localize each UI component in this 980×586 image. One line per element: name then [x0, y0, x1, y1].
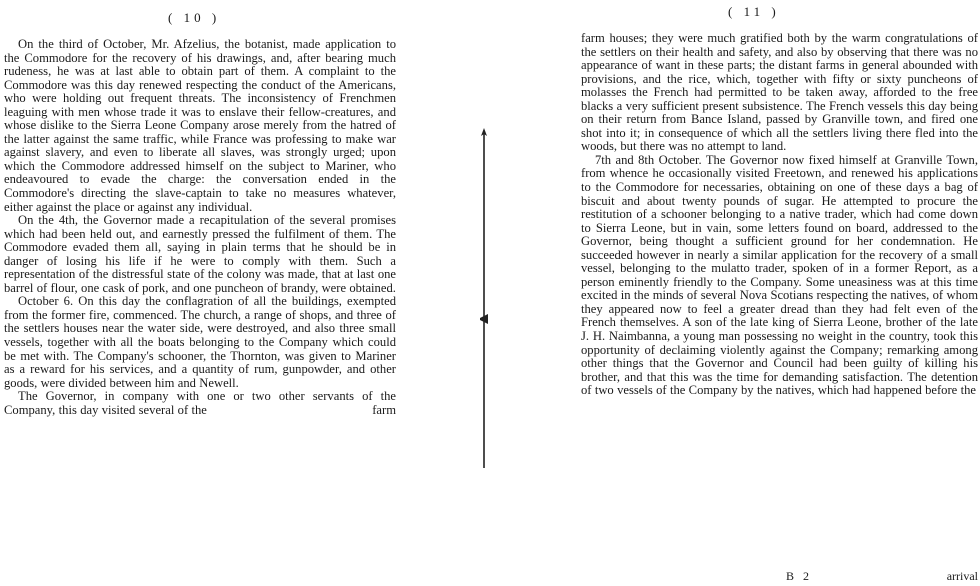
paragraph: On the third of October, Mr. Afzelius, the botanist, made application to the Commodore for the recovery of his drawings, and, after bearing much rudeness, he was at last able to obtain part of them. A complaint to the Commodore was this day renewed respecting the conduct of the Americans, who were holding out frequent threats. The inconsistency of Frenchmen leaguing with men whose trade it was to enslave their fellow-creatures, and whose dislike to the Sierra Leone Company arose merely from the hatred of the latter against the same traffic, while France was professing to make war against slavery, and even to liberate all slaves, was strongly urged; upon which the Commodore addressed himself on the subject to Mariner, who endeavoured to evade the charge: the conversation ended in the Commodore's directing the slave-captain to take no measures whatever, either against the place or against any individual. [4, 37, 396, 214]
paragraph: The Governor, in company with one or two other servants of the Company, this day visited several of the farm [4, 389, 396, 417]
page-number-right: ( 11 ) [728, 4, 780, 19]
signature-mark: B 2 [786, 569, 813, 583]
gutter-ornament [478, 128, 490, 468]
left-page-text [4, 38, 396, 417]
paragraph: October 6. On this day the conflagration of all the buildings, exempted from the former fire, commenced. The church, a range of shops, and three of the settlers houses near the water side, were destroyed, and also three small vessels, together with all the boats belonging to the Company which could be met with. The Company's schooner, the Thornton, was given to Mariner as a reward for his services, and a quantity of rum, gunpowder, and other goods, were divided between him and Newell. [4, 294, 396, 390]
paragraph: 7th and 8th October. The Governor now fixed himself at Granville Town, from whence he occasionally visited Freetown, and renewed his applications to the Commodore for necessaries, obtaining on one of these days a bag of biscuit and about twenty pounds of sugar. He attempted to procure the restitution of a schooner belonging to a native trader, which had come down to Sierra Leone, but in vain, some letters found on board, addressed to the Governor, being thought a sufficient ground for her condemnation. He succeeded however in nearly a similar application for the recovery of a small vessel, belonging to the mulatto trader, spoken of in a former Report, as a person eminently friendly to the Company. Some uneasiness was at this time excited in the minds of several Nova Scotians respecting the natives, of whom they appeared now to feel a greater dread than they had felt even of the French themselves. A son of the late king of Sierra Leone, brother of the late J. H. Naimbanna, a young man possessing no weight in the country, took this opportunity of declaiming violently against the Company; remarking among other things that the Governor and Council had been guilty of killing his brother, and that this was the time for demanding satisfaction. The detention of two vessels of the Company by the natives, which had happened before the [581, 152, 978, 398]
right-page [560, 0, 980, 586]
left-page [0, 0, 420, 586]
catchword: arrival [946, 569, 978, 583]
right-page-text [581, 32, 978, 398]
paragraph: On the 4th, the Governor made a recapitulation of the several promises which had been held out, and earnestly pressed the fulfilment of them. The Commodore evaded them all, saying in plain terms that he should be in danger of losing his life if he were to comply with them. Such a representation of the distressful state of the colony was made, that at last one barrel of flour, one cask of pork, and one puncheon of brandy, were obtained. [4, 213, 396, 295]
catchword: farm [372, 402, 396, 417]
page-footer [581, 569, 978, 583]
paragraph: farm houses; they were much gratified both by the warm congratulations of the settlers on their health and safety, and also by observing that there was no appearance of want in these parts; the distant farms in general abounded with provisions, and the rice, which, together with fifty or sixty puncheons of molasses the French had permitted to be taken away, afforded to the free blacks a very sufficient present subsistence. The French vessels this day being on their return from Bance Island, passed by Granville town, and fired one shot into it; in consequence of which all the settlers living there fled into the woods, but there was no attempt to land. [581, 31, 978, 154]
page-number-left: ( 10 ) [168, 10, 221, 25]
